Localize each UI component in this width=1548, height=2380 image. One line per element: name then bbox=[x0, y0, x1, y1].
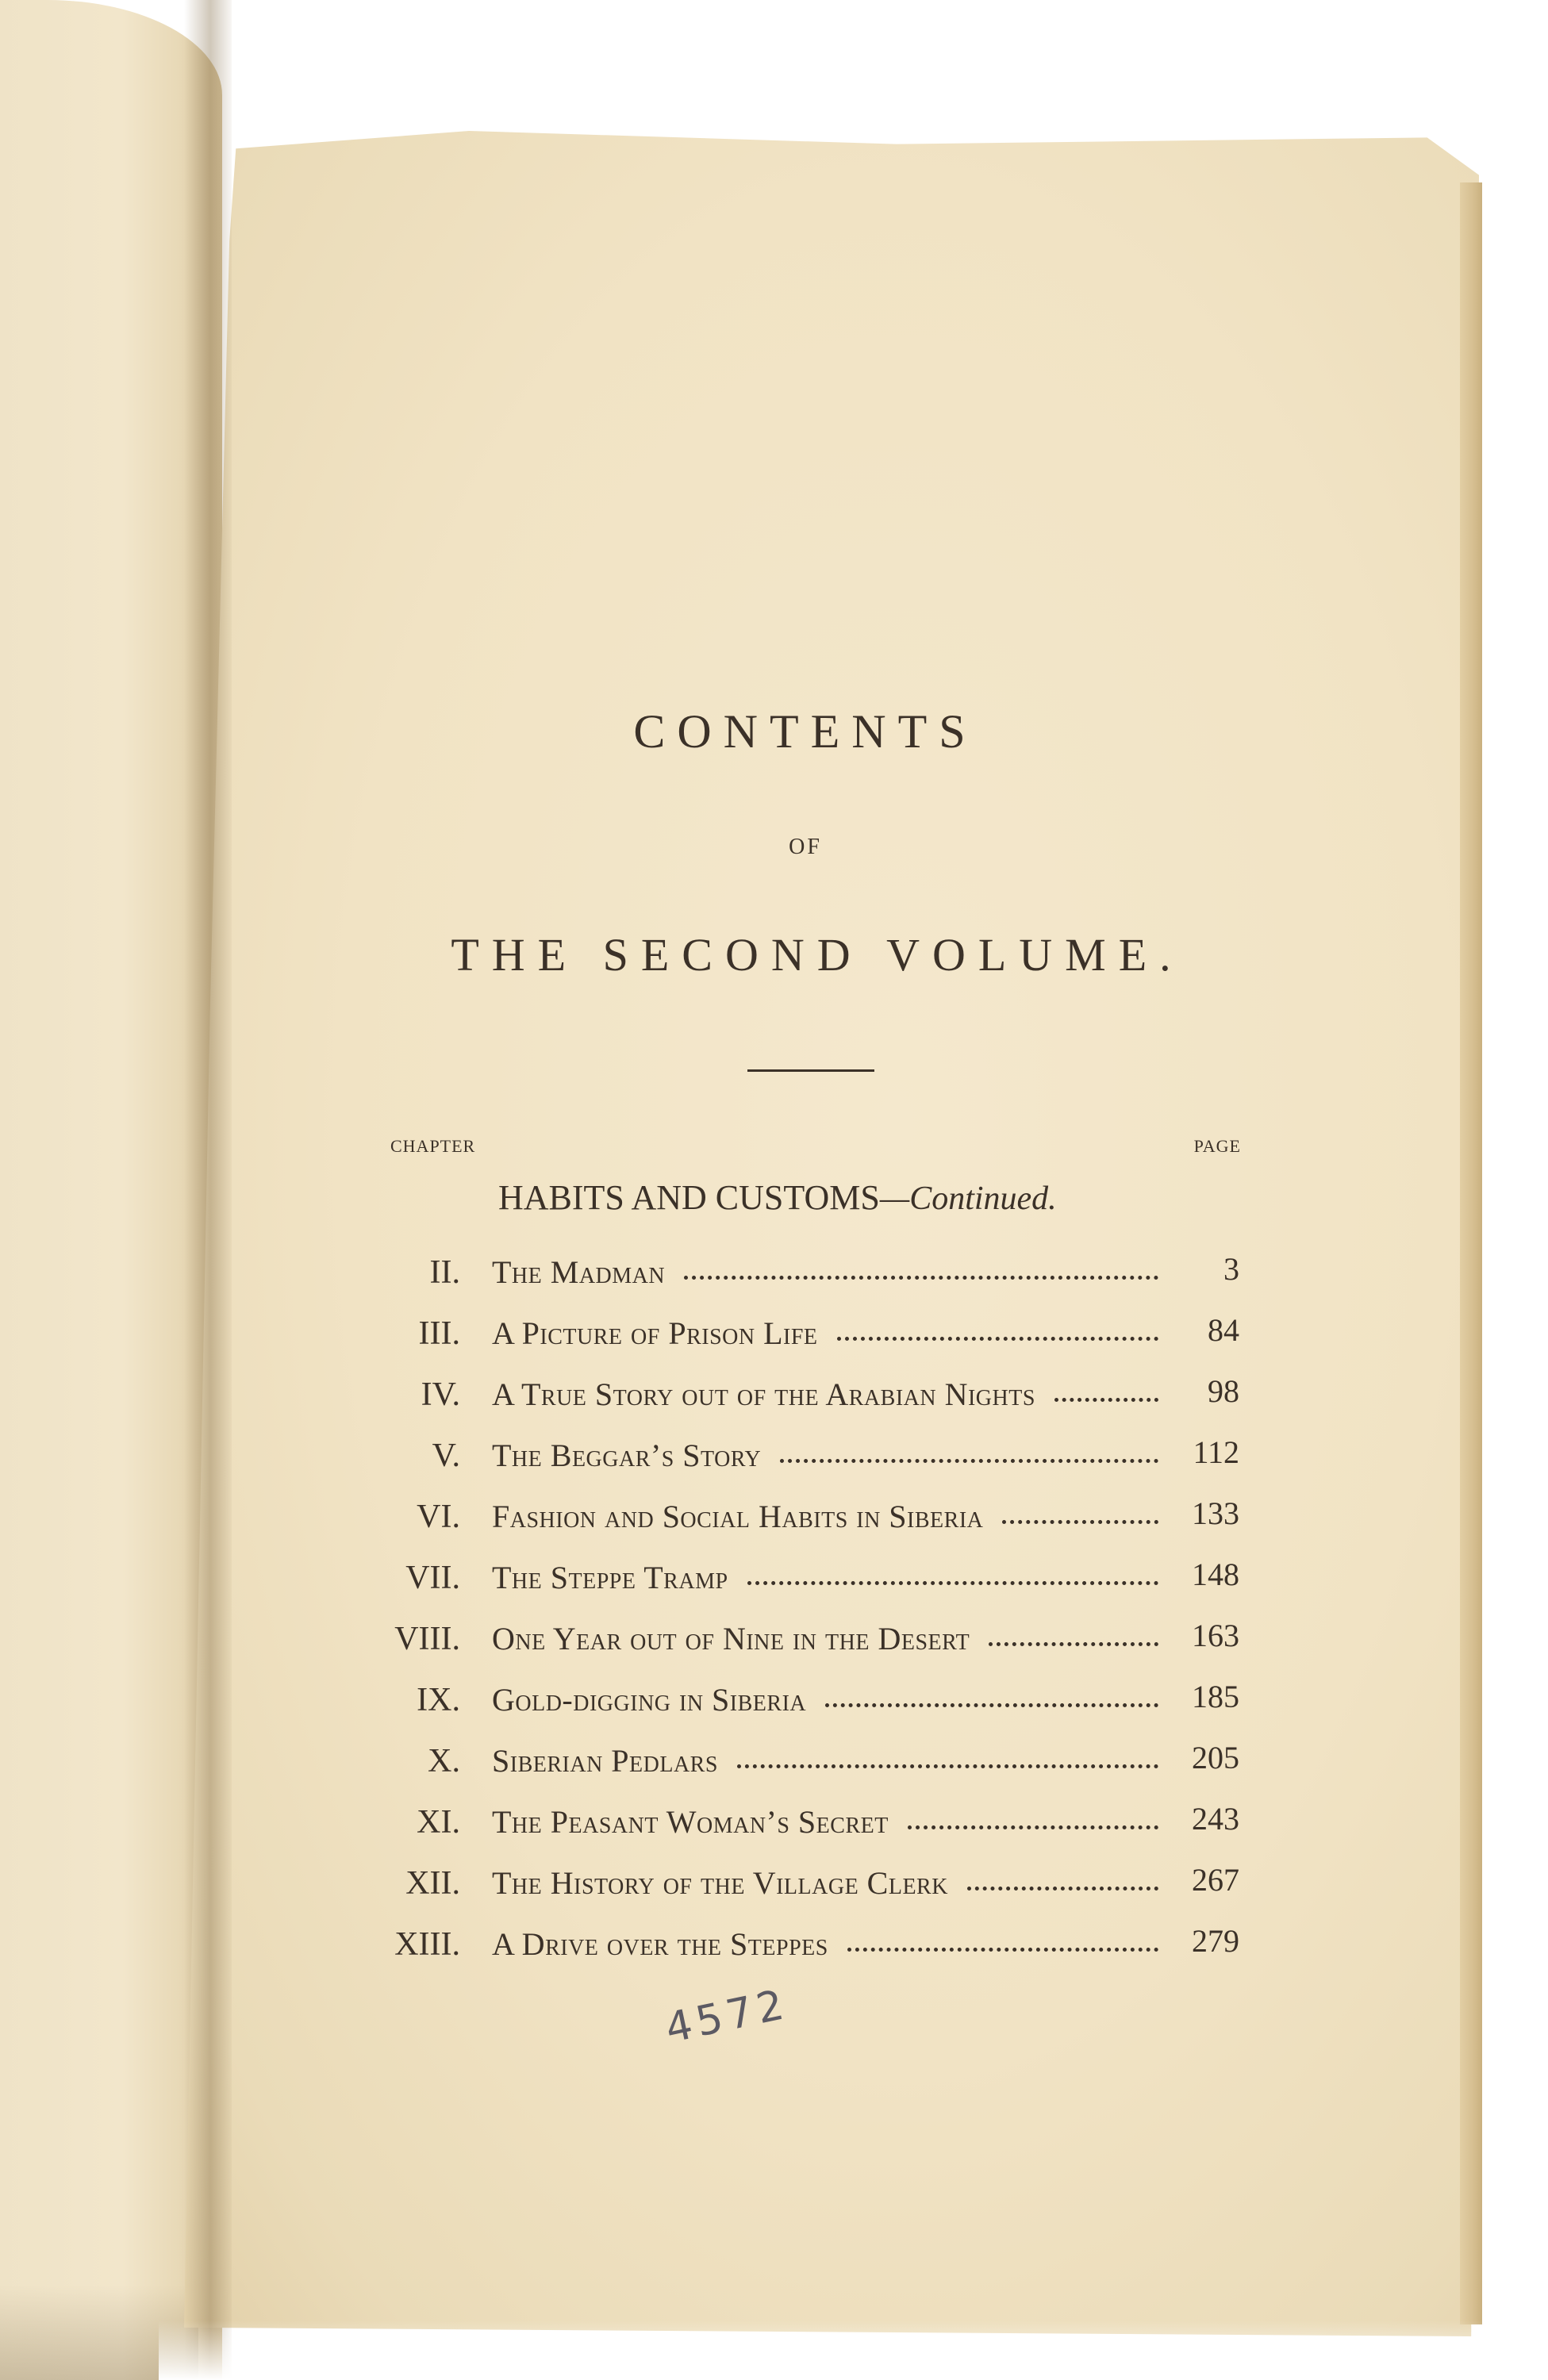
toc-row bbox=[365, 1495, 1254, 1545]
chapter-number: XII. bbox=[405, 1865, 460, 1902]
chapter-title: A True Story out of the Arabian Nights bbox=[492, 1376, 1035, 1412]
section-continued: —Continued. bbox=[879, 1180, 1057, 1217]
chapter-title: Gold-digging in Siberia bbox=[492, 1682, 807, 1718]
chapter-number: III. bbox=[418, 1315, 460, 1352]
chapter-number: V. bbox=[432, 1438, 460, 1474]
book-gutter-shadow bbox=[184, 0, 232, 2380]
chapter-title: The History of the Village Clerk bbox=[492, 1865, 948, 1901]
chapter-title: The Steppe Tramp bbox=[492, 1560, 728, 1595]
chapter-page: 185 bbox=[1192, 1679, 1239, 1714]
pencil-annotation: 4572 bbox=[661, 1980, 793, 2053]
right-page bbox=[184, 131, 1479, 2336]
title-divider-rule bbox=[747, 1069, 874, 1072]
toc-row bbox=[365, 1864, 1254, 1912]
chapter-number: X. bbox=[428, 1743, 460, 1779]
chapter-page: 205 bbox=[1192, 1740, 1239, 1775]
chapter-number: VI. bbox=[417, 1499, 460, 1535]
leader-dots bbox=[989, 1642, 1158, 1646]
chapter-page: 98 bbox=[1208, 1373, 1239, 1409]
chapter-title: One Year out of Nine in the Desert bbox=[492, 1621, 970, 1656]
toc-row bbox=[365, 1434, 1254, 1484]
chapter-number: IX. bbox=[417, 1682, 460, 1718]
chapter-number: XI. bbox=[417, 1804, 460, 1841]
section-heading bbox=[498, 1177, 1057, 1218]
chapter-column-label: CHAPTER bbox=[390, 1136, 476, 1156]
chapter-title: A Picture of Prison Life bbox=[492, 1315, 818, 1351]
leader-dots bbox=[825, 1703, 1158, 1707]
leader-dots bbox=[737, 1764, 1158, 1768]
toc-row bbox=[365, 1681, 1254, 1729]
chapter-title: Fashion and Social Habits in Siberia bbox=[492, 1499, 984, 1534]
leader-dots bbox=[837, 1337, 1158, 1341]
chapter-page: 148 bbox=[1192, 1557, 1239, 1592]
contents-heading: CONTENTS bbox=[633, 705, 978, 758]
page-fore-edge bbox=[1460, 182, 1482, 2324]
chapter-page: 279 bbox=[1192, 1923, 1239, 1959]
leader-dots bbox=[684, 1276, 1158, 1280]
toc-row bbox=[365, 1803, 1254, 1851]
chapter-page: 112 bbox=[1193, 1434, 1239, 1470]
chapter-title: The Madman bbox=[492, 1254, 666, 1290]
chapter-page: 243 bbox=[1192, 1801, 1239, 1837]
toc-row bbox=[365, 1373, 1254, 1423]
toc-row bbox=[365, 1253, 1254, 1301]
leader-dots bbox=[908, 1825, 1158, 1829]
toc-row bbox=[365, 1620, 1254, 1668]
chapter-page: 84 bbox=[1208, 1312, 1239, 1348]
leader-dots bbox=[847, 1948, 1158, 1952]
toc-row bbox=[365, 1742, 1254, 1790]
leader-dots bbox=[1002, 1520, 1158, 1524]
volume-subtitle: THE SECOND VOLUME. bbox=[451, 929, 1184, 981]
page-column-label: PAGE bbox=[1193, 1136, 1241, 1156]
toc-row bbox=[365, 1559, 1254, 1606]
chapter-title: The Peasant Woman’s Secret bbox=[492, 1804, 889, 1840]
chapter-page: 163 bbox=[1192, 1618, 1239, 1653]
contents-of: OF bbox=[789, 835, 822, 859]
chapter-number: XIII. bbox=[394, 1926, 460, 1963]
chapter-title: A Drive over the Steppes bbox=[492, 1926, 828, 1962]
leader-dots bbox=[747, 1581, 1158, 1585]
chapter-number: IV. bbox=[421, 1376, 460, 1413]
chapter-page: 133 bbox=[1192, 1495, 1239, 1531]
chapter-title: The Beggar’s Story bbox=[492, 1438, 762, 1473]
section-heading-text: HABITS AND CUSTOMS bbox=[498, 1178, 880, 1217]
leader-dots bbox=[780, 1459, 1158, 1463]
chapter-page: 3 bbox=[1223, 1251, 1239, 1287]
chapter-number: VII. bbox=[405, 1560, 460, 1596]
bottom-fade bbox=[159, 2320, 1508, 2380]
chapter-number: II. bbox=[429, 1254, 460, 1291]
toc-row bbox=[365, 1312, 1254, 1362]
chapter-page: 267 bbox=[1192, 1862, 1239, 1898]
toc-row bbox=[365, 1925, 1254, 1973]
leader-dots bbox=[1054, 1398, 1158, 1402]
chapter-title: Siberian Pedlars bbox=[492, 1743, 718, 1779]
chapter-number: VIII. bbox=[394, 1621, 460, 1657]
leader-dots bbox=[967, 1887, 1158, 1891]
